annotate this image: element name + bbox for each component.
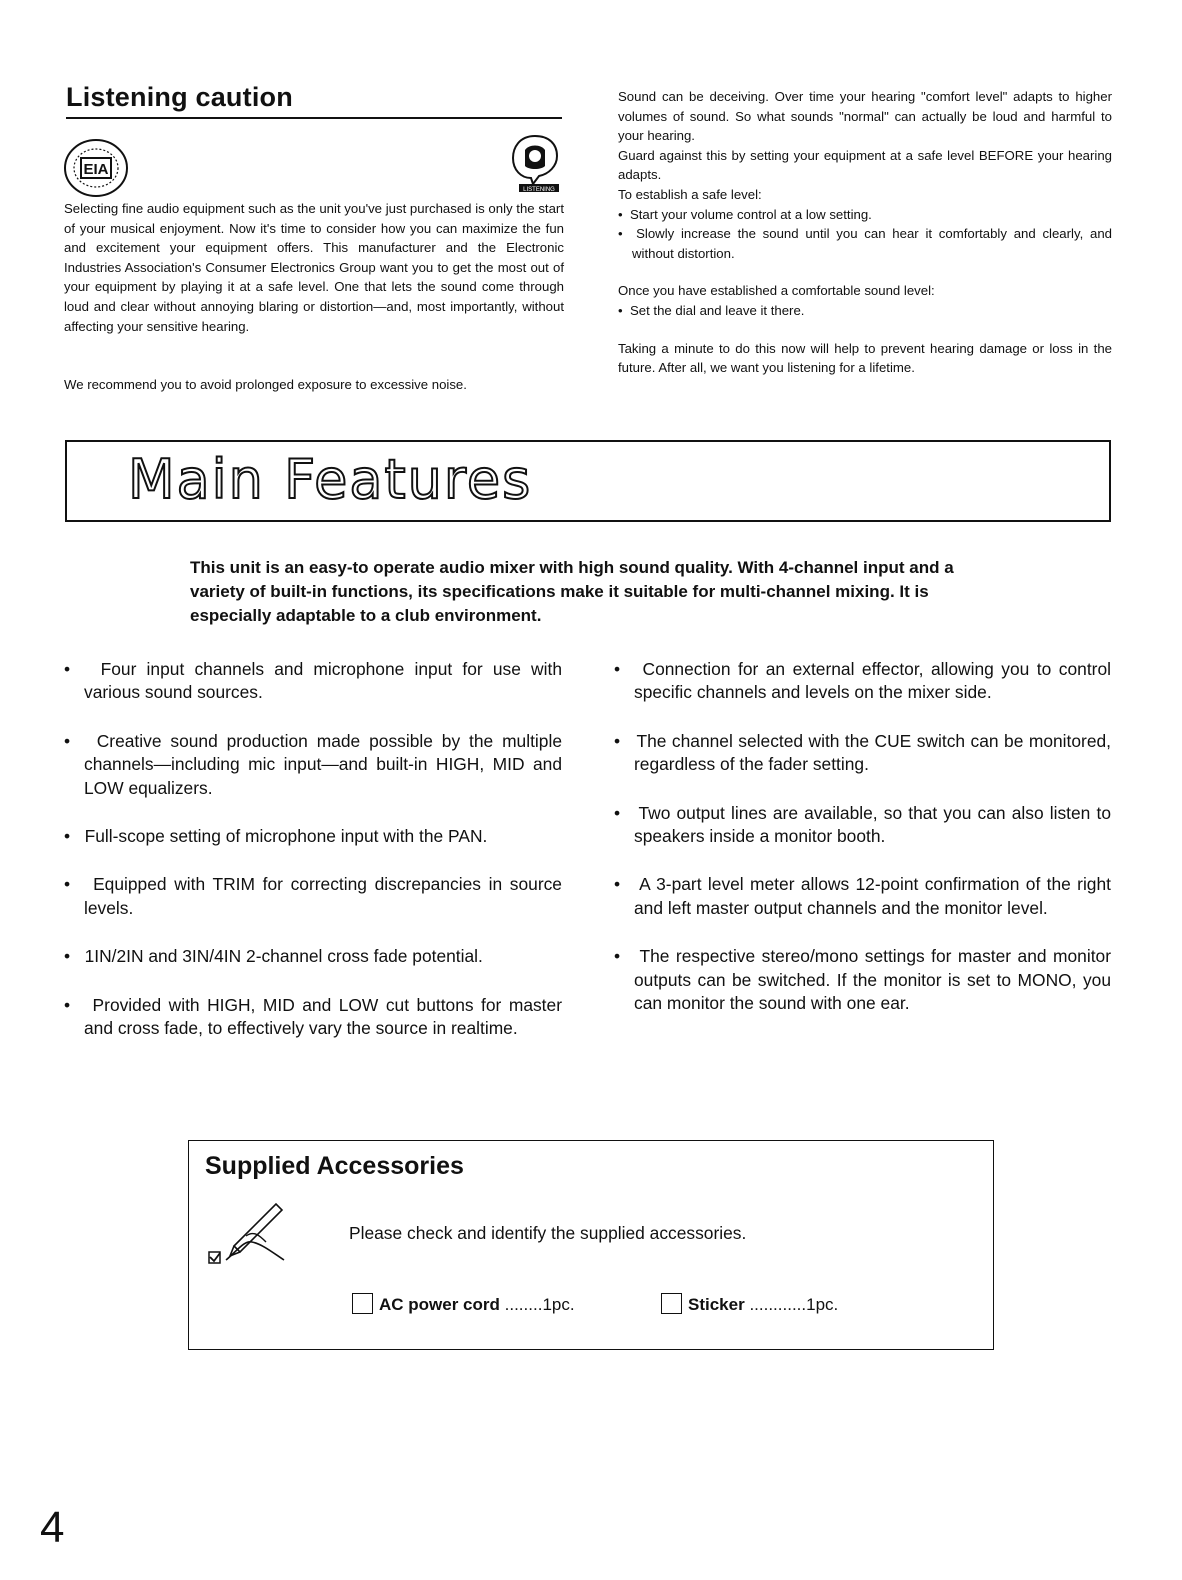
comfort-established-text: Once you have established a comfortable sound level: <box>618 283 935 299</box>
closing-text: Taking a minute to do this now will help to prevent hearing damage or loss in the future. After all, we want you listening for a lifetime. <box>618 340 1112 376</box>
list-item: • The respective stereo/mono settings for master and monitor outputs can be switched. If the monitor is set to MONO, you can monitor the sound with one ear. <box>614 946 1111 1014</box>
features-intro: This unit is an easy-to operate audio mixer with high sound quality. With 4-channel input and a variety of built-in functions, its specifications make it suitable for multi-channel mixing. It is especially adaptable to a club environment. <box>190 558 954 625</box>
list-item: • Connection for an external effector, allowing you to control specific channels and levels on the mixer side. <box>614 659 1111 703</box>
list-item: • Four input channels and microphone input for use with various sound sources. <box>64 659 562 703</box>
list-item: • 1IN/2IN and 3IN/4IN 2-channel cross fade potential. <box>64 946 483 967</box>
page-number: 4 <box>40 1503 65 1552</box>
list-item: • A 3-part level meter allows 12-point confirmation of the right and left master output channels and the monitor level. <box>614 874 1111 918</box>
comfort-level-text: Sound can be deceiving. Over time your hearing "comfort level" adapts to higher volumes of sound. So what sounds "normal" can actually be loud and harmful to your hearing. <box>618 89 1112 144</box>
eia-logo <box>63 138 129 203</box>
pen-check-icon <box>206 1196 298 1273</box>
list-item: • Full-scope setting of microphone input with the PAN. <box>64 826 488 847</box>
list-item: • Set the dial and leave it there. <box>618 302 805 318</box>
listening-logo <box>507 130 563 201</box>
main-features-title: Main Features <box>128 448 533 511</box>
list-item: • Equipped with TRIM for correcting discrepancies in source levels. <box>64 874 562 918</box>
listening-caution-title: Listening caution <box>66 82 293 112</box>
list-item: • Two output lines are available, so that you can also listen to speakers inside a monitor booth. <box>614 802 1111 847</box>
checkbox[interactable] <box>352 1293 373 1314</box>
safe-level-heading: To establish a safe level: <box>618 186 762 202</box>
accessory-item-ac-power-cord: AC power cord ........1pc. <box>352 1293 575 1315</box>
supplied-accessories-title: Supplied Accessories <box>205 1152 464 1180</box>
list-item: • Start your volume control at a low setting. <box>618 206 872 222</box>
list-item: • Provided with HIGH, MID and LOW cut buttons for master and cross fade, to effectively vary the source in realtime. <box>64 994 562 1039</box>
title-rule <box>66 117 562 119</box>
list-item: • Slowly increase the sound until you can hear it comfortably and clearly, and without distortion. <box>618 226 1112 261</box>
checkbox[interactable] <box>661 1293 682 1314</box>
list-item: • The channel selected with the CUE switch can be monitored, regardless of the fader setting. <box>614 730 1111 775</box>
features-right-column <box>614 658 1111 1040</box>
accessories-instruction: Please check and identify the supplied accessories. <box>349 1223 747 1243</box>
guard-text: Guard against this by setting your equipment at a safe level BEFORE your hearing adapts. <box>618 147 1112 183</box>
features-left-column <box>64 658 562 1065</box>
listening-logo-text: LISTENING <box>523 187 555 193</box>
eia-logo-text: EIA <box>83 161 109 178</box>
caution-right-column <box>618 87 1112 378</box>
list-item: • Creative sound production made possible by the multiple channels—including mic input—and built-in HIGH, MID and LOW equalizers. <box>64 730 562 798</box>
caution-body: Selecting fine audio equipment such as the unit you've just purchased is only the start of your musical enjoyment. Now it's time to consider how you can maximize the fun and excitement your equipment offers. This manufacturer and the Electronic Industries Association's Consumer Electronics Group want you to get the most out of your equipment by playing it at a safe level. One that lets the sound come through loud and clear without annoying blaring or distortion—and, most importantly, without affecting your sensitive hearing. <box>64 201 564 334</box>
noise-recommendation: We recommend you to avoid prolonged exposure to excessive noise. <box>64 377 467 392</box>
accessory-item-sticker: Sticker ............1pc. <box>661 1293 838 1315</box>
